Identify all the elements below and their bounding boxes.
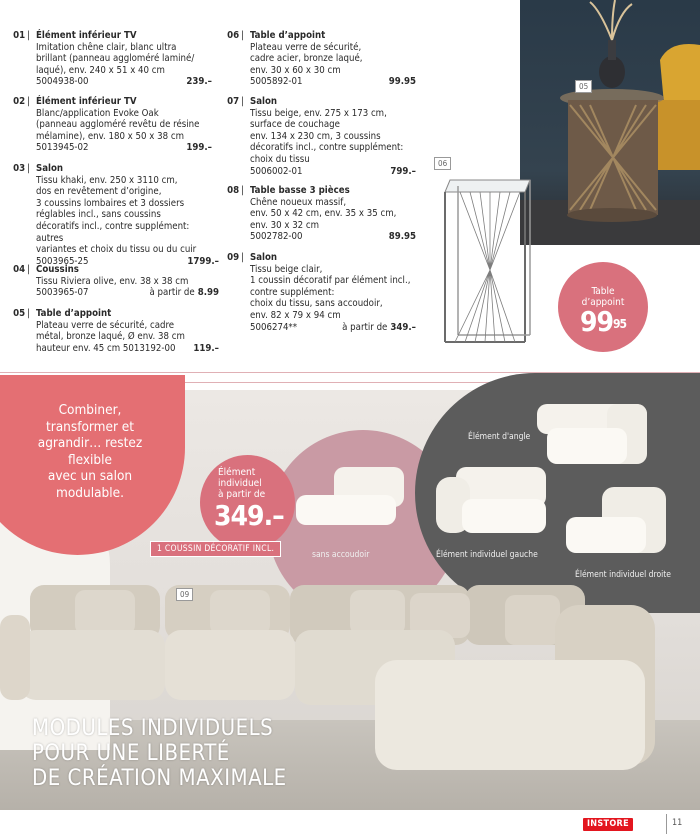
product-body: [36, 308, 219, 354]
product-desc-line: cadre acier, bronze laqué,: [250, 53, 363, 65]
promo-line-2: transformer et: [45, 418, 135, 435]
product-desc-line: métal, bronze laqué, Ø env. 38 cm: [36, 331, 185, 343]
product-desc-line: Tissu beige, env. 275 x 173 cm,: [250, 107, 387, 119]
product-desc-line: décoratifs incl., contre supplément:: [250, 142, 404, 154]
product-price: [342, 322, 416, 334]
promo-line-6: modulable.: [56, 484, 124, 501]
product-ref-row: [36, 287, 219, 299]
element-badge-price: 349.–: [214, 499, 284, 532]
product-01: [12, 30, 212, 88]
element-badge-line2: individuel: [218, 478, 262, 489]
product-desc-line: variantes et choix du tissu ou du cuir: [36, 244, 197, 256]
price-value: 799.–: [390, 165, 416, 177]
product-number: 01 |: [12, 30, 30, 42]
label-sans-accoudoir: sans accoudoir: [312, 550, 370, 560]
product-title: Salon: [250, 96, 278, 107]
element-badge-line3: à partir de: [218, 489, 266, 500]
promo-line-3: agrandir… restez: [37, 435, 143, 451]
promo-line-1: Combiner,: [58, 402, 122, 418]
product-body: [250, 96, 416, 177]
product-ref: 5006002-01: [250, 165, 303, 177]
product-title: Coussins: [36, 264, 79, 275]
product-09: [226, 252, 416, 333]
product-ref: hauteur env. 45 cm 5013192-00: [36, 342, 176, 354]
product-title: Table basse 3 pièces: [250, 185, 350, 196]
product-price: [193, 343, 219, 355]
product-desc-line: contre supplément:: [250, 286, 335, 298]
product-price: [389, 231, 416, 243]
product-body: [36, 30, 212, 88]
product-number: 07 |: [226, 96, 244, 108]
product-ref-row: [36, 76, 212, 88]
headline-line1: MODULES INDIVIDUELS: [32, 716, 274, 741]
product-price: [186, 142, 212, 154]
product-title: Élément inférieur TV: [36, 96, 137, 107]
brand-logo: [583, 818, 633, 831]
product-title: Table d’appoint: [250, 30, 326, 41]
side-table-price-badge: [558, 262, 648, 352]
product-title: Salon: [36, 163, 64, 174]
product-04: [12, 264, 219, 299]
product-desc-line: surface de couchage: [250, 119, 340, 131]
product-desc-line: env. 134 x 230 cm, 3 coussins: [250, 130, 381, 142]
product-desc-line: Chêne noueux massif,: [250, 196, 347, 208]
price-value: 1799.–: [187, 255, 219, 267]
product-desc-line: brillant (panneau aggloméré laminé/: [36, 53, 195, 65]
price-value: 119.–: [193, 342, 219, 354]
side-table-room-photo: [520, 0, 700, 245]
element-badge-line1: Élément: [218, 467, 256, 478]
product-number: 02 |: [12, 96, 30, 108]
product-ref-row: [250, 76, 416, 88]
product-body: [250, 252, 416, 333]
product-08: [226, 185, 416, 243]
page-separator: [666, 814, 667, 834]
right-arm-module: [566, 487, 666, 557]
badge-label-2: d’appoint: [581, 297, 625, 308]
promo-line-5: avec un salon: [47, 468, 133, 484]
headline-line2: POUR UNE LIBERTÉ: [32, 741, 230, 766]
product-desc-line: 3 coussins lombaires et 3 dossiers: [36, 197, 185, 209]
product-body: [36, 96, 212, 154]
price-value: 89.95: [388, 231, 416, 243]
price-prefix: à partir de: [149, 287, 195, 299]
product-ref: 5006274**: [250, 321, 298, 333]
product-desc-line: laqué), env. 240 x 51 x 40 cm: [36, 64, 165, 76]
product-desc-line: mélamine), env. 180 x 50 x 38 cm: [36, 130, 184, 142]
badge-price-main: 99: [579, 305, 614, 338]
product-desc-line: choix du tissu: [250, 153, 310, 165]
product-06: [226, 30, 416, 88]
badge-price-cents: 95: [613, 317, 627, 331]
product-ref-row: [250, 166, 416, 178]
headline: [32, 716, 287, 791]
armless-module: [296, 467, 406, 527]
left-arm-module: [436, 467, 546, 537]
product-ref: 5003965-07: [36, 287, 89, 299]
tag-05: 05: [575, 80, 592, 93]
promo-text: [10, 402, 170, 501]
badge-price: [558, 305, 648, 338]
tag-09: 09: [176, 588, 193, 601]
price-prefix: à partir de: [342, 321, 388, 333]
product-desc-line: Plateau verre de sécurité,: [250, 41, 362, 53]
product-desc-line: Tissu beige clair,: [250, 263, 323, 275]
product-desc-line: env. 30 x 60 x 30 cm: [250, 64, 341, 76]
product-ref: 5003965-25: [36, 255, 89, 267]
price-value: 8.99: [197, 287, 219, 299]
product-ref: 5002782-00: [250, 231, 303, 243]
product-desc-line: dos en revêtement d’origine,: [36, 186, 162, 198]
promo-line-4: flexible: [67, 451, 112, 468]
element-price-badge: [200, 455, 295, 550]
product-ref-row: [250, 322, 416, 334]
product-number: 04 |: [12, 264, 30, 276]
product-body: [36, 163, 219, 267]
label-droite: Élément individuel droite: [575, 570, 671, 580]
price-value: 349.–: [390, 321, 416, 333]
label-angle: Élément d'angle: [468, 432, 531, 442]
product-price: [390, 166, 416, 178]
product-ref-row: [36, 142, 212, 154]
product-desc-line: réglables incl., sans coussins: [36, 209, 161, 221]
product-07: [226, 96, 416, 177]
side-table-06-illustration: [430, 170, 540, 350]
product-title: Élément inférieur TV: [36, 30, 137, 41]
price-value: 239.–: [186, 76, 212, 88]
badge-label-1: Table: [591, 286, 615, 297]
product-ref: 5005892-01: [250, 76, 303, 88]
product-number: 05 |: [12, 308, 30, 320]
product-02: [12, 96, 212, 154]
label-gauche: Élément individuel gauche: [436, 550, 538, 560]
brand-logo-store: STORE: [597, 819, 629, 829]
product-desc-line: Tissu khaki, env. 250 x 3110 cm,: [36, 174, 178, 186]
tag-06: 06: [434, 157, 451, 170]
product-body: [250, 30, 416, 88]
product-ref-row: [250, 231, 416, 243]
brand-logo-in: IN: [587, 819, 598, 829]
product-body: [250, 185, 416, 243]
headline-line3: DE CRÉATION MAXIMALE: [32, 766, 287, 791]
product-desc-line: 1 coussin décoratif par élément incl.,: [250, 275, 411, 287]
product-ref: 5013945-02: [36, 142, 89, 154]
product-desc-line: env. 82 x 79 x 94 cm: [250, 309, 341, 321]
product-03: [12, 163, 219, 267]
product-number: 09 |: [226, 252, 244, 264]
product-desc-line: Blanc/application Evoke Oak: [36, 107, 159, 119]
product-title: Table d’appoint: [36, 308, 112, 319]
product-desc-line: Imitation chêne clair, blanc ultra: [36, 41, 177, 53]
product-desc-line: env. 50 x 42 cm, env. 35 x 35 cm,: [250, 208, 397, 220]
product-body: [36, 264, 219, 299]
product-05: [12, 308, 219, 354]
product-desc-line: décoratifs incl., contre supplément: autres: [36, 220, 190, 244]
cushion-banner: 1 COUSSIN DÉCORATIF INCL.: [150, 541, 281, 557]
product-desc-line: choix du tissu, sans accoudoir,: [250, 298, 383, 310]
product-desc-line: Plateau verre de sécurité, cadre: [36, 319, 175, 331]
product-price: [186, 76, 212, 88]
product-desc-line: env. 30 x 32 cm: [250, 219, 320, 231]
product-ref-row: [36, 343, 219, 355]
product-ref: 5004938-00: [36, 76, 89, 88]
page-number: 11: [672, 818, 683, 828]
product-desc-line: (panneau aggloméré revêtu de résine: [36, 119, 200, 131]
product-number: 08 |: [226, 185, 244, 197]
product-title: Salon: [250, 252, 278, 263]
product-desc-line: Tissu Riviera olive, env. 38 x 38 cm: [36, 275, 189, 287]
product-price: [389, 76, 416, 88]
product-number: 06 |: [226, 30, 244, 42]
corner-module: [537, 404, 647, 466]
price-value: 199.–: [186, 142, 212, 154]
product-price: [149, 287, 219, 299]
price-value: 99.95: [388, 76, 416, 88]
room-illustration: [520, 0, 700, 245]
product-number: 03 |: [12, 163, 30, 175]
